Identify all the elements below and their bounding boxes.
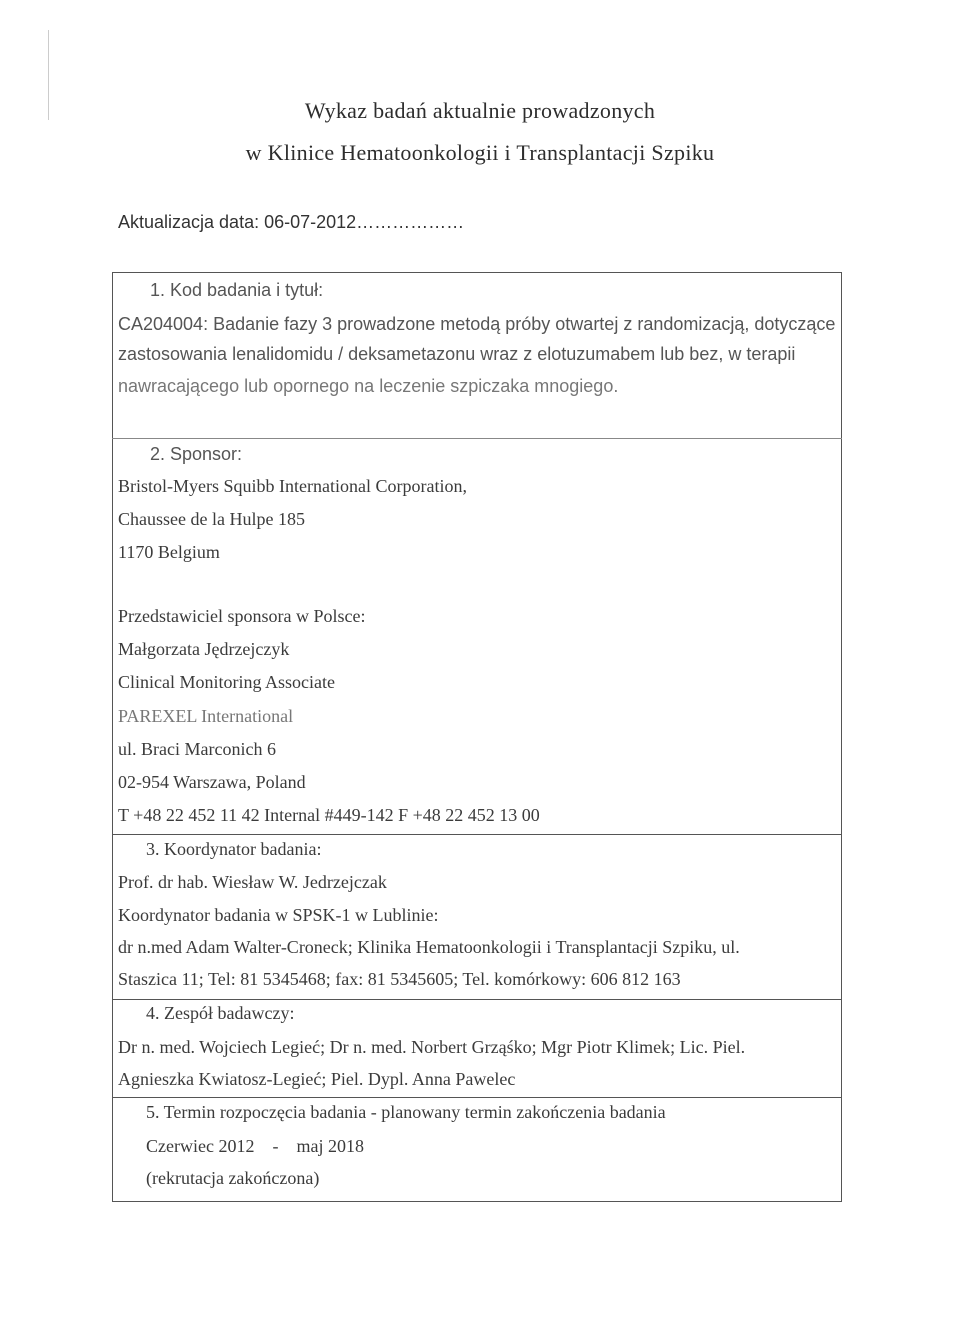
sponsor-line: Bristol-Myers Squibb International Corporation, bbox=[118, 476, 467, 496]
sponsor-line: 1170 Belgium bbox=[118, 542, 220, 562]
update-date: Aktualizacja data: 06-07-2012……………… bbox=[118, 212, 465, 232]
section3-line: Staszica 11; Tel: 81 5345468; fax: 81 5345605; Tel. komórkowy: 606 812 163 bbox=[118, 969, 681, 989]
section4-heading: 4. Zespół badawczy: bbox=[146, 1003, 295, 1023]
section3-line: dr n.med Adam Walter-Croneck; Klinika Hematoonkologii i Transplantacji Szpiku, ul. bbox=[118, 937, 740, 957]
table-border-bottom bbox=[112, 1201, 842, 1202]
sponsor-line: Chaussee de la Hulpe 185 bbox=[118, 509, 305, 529]
section4-line: Dr n. med. Wojciech Legieć; Dr n. med. Norbert Grząśko; Mgr Piotr Klimek; Lic. Piel. bbox=[118, 1037, 746, 1057]
section4-line: Agnieszka Kwiatosz-Legieć; Piel. Dypl. Anna Pawelec bbox=[118, 1069, 516, 1089]
rep-line: Clinical Monitoring Associate bbox=[118, 672, 335, 692]
section1-heading: 1. Kod badania i tytuł: bbox=[150, 280, 324, 300]
section3-line: Koordynator badania w SPSK-1 w Lublinie: bbox=[118, 905, 439, 925]
rep-line: T +48 22 452 11 42 Internal #449-142 F +48 22 452 13 00 bbox=[118, 805, 540, 825]
table-border-left bbox=[112, 272, 113, 1202]
page-title-line2: w Klinice Hematoonkologii i Transplantacji Szpiku bbox=[245, 140, 715, 165]
section1-line: zastosowania lenalidomidu / deksametazonu wraz z elotuzumabem lub bez, w terapii bbox=[118, 344, 796, 364]
table-border-right bbox=[841, 272, 842, 1202]
row-divider bbox=[112, 999, 842, 1000]
row-divider bbox=[112, 1097, 842, 1098]
section1-line: nawracającego lub opornego na leczenie szpiczaka mnogiego. bbox=[118, 376, 619, 396]
section1-line: CA204004: Badanie fazy 3 prowadzone metodą próby otwartej z randomizacją, dotyczące bbox=[118, 314, 836, 334]
rep-line: ul. Braci Marconich 6 bbox=[118, 739, 276, 759]
section3-heading: 3. Koordynator badania: bbox=[146, 839, 322, 859]
rep-line: Małgorzata Jędrzejczyk bbox=[118, 639, 290, 659]
page-title-line1: Wykaz badań aktualnie prowadzonych bbox=[304, 98, 656, 123]
rep-line: Przedstawiciel sponsora w Polsce: bbox=[118, 606, 366, 626]
rep-line: 02-954 Warszawa, Poland bbox=[118, 772, 306, 792]
section3-line: Prof. dr hab. Wiesław W. Jedrzejczak bbox=[118, 872, 387, 892]
section5-note: (rekrutacja zakończona) bbox=[146, 1168, 320, 1188]
row-divider bbox=[112, 834, 842, 835]
section2-heading: 2. Sponsor: bbox=[150, 444, 243, 464]
table-border-top bbox=[112, 272, 842, 273]
section5-dates: Czerwiec 2012 - maj 2018 bbox=[146, 1136, 364, 1156]
section5-heading: 5. Termin rozpoczęcia badania - planowany termin zakończenia badania bbox=[146, 1102, 666, 1122]
row-divider bbox=[112, 438, 842, 439]
rep-line: PAREXEL International bbox=[118, 706, 294, 726]
